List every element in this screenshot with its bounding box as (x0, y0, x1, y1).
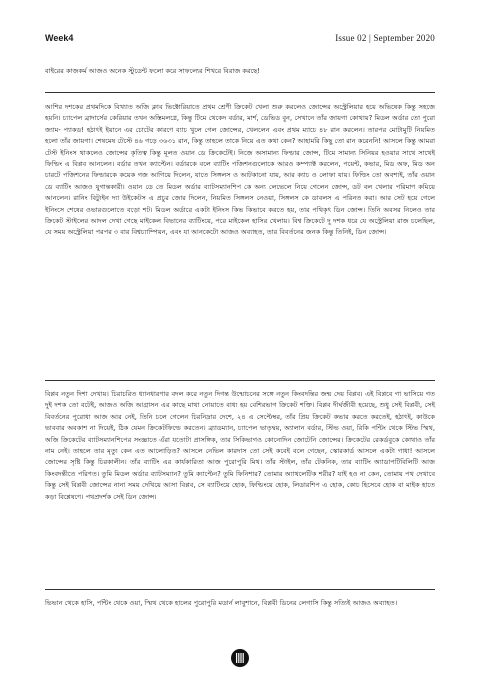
issue-date-label: Issue 02 | September 2020 (335, 33, 435, 43)
divider (45, 589, 435, 590)
article-paragraph-1: আশির দশকের প্রথমদিকে বিখ্যাত অজি ক্লাব ভিক্টোরিয়াতে প্রথম শ্রেণী ক্রিকেট খেলা শুরু করলেও জোন্সের অস্ট্রেলিয়ার হয়ে অভিষেক কিন্তু সহজে হয়নি। চ্যাপেল ব্রাদার্সের কেরিয়ার তখন অস্তিমলগ্নে, কিন্তু টিমে থেকেদ বর্ডার, মার্শ, ডেভিড বুন, সেখানে তাঁর জায়গা কোথায়? মিডল অর্ডার তো পুরো জ্যাম- প্যাকড! হঠাৎই ইয়ানে এর চোটের কারণে ব্যাচ খুলে গেল জোন্সের, খেললেন এবং প্রথম ম্যাচে ৪৮ রান করলেন। তারপর মোটামুটি নিয়মিত হলো তাঁর জায়গা। শেষমেষ টেস্টে ৪৬ গড়ে ৩৬৩১ রান, কিন্তু তাহলে তাকে নিয়ে এত কথা কেন? আহামরি কিছু তো রান করেননি! আসলে কিন্তু আমরা টেস্ট ইনিংস থাকলেও জোন্সের কৃতিত্ব কিন্তু মূলত ওয়ান ডে ক্রিকেটেই। নিজে অসামান্য ফিল্ডার জোন্স, টিমে সামান্য সিনিয়র হওয়ার সাথে সাথেই ফিল্ডিং এ বিপ্লব আনলেন। বর্ডার তখন ক্যাপ্টেন। বর্ডারকে বলে ব্যাটিং পজিশনগুলোকে আরও কম্প্যাক্ট করলেন, পয়েন্ট, কভার, মিড অফ, মিড অন চারটে পজিশনের ফিল্ডারকে কয়েক গজ আগিয়ে দিলেন, যাতে সিঙ্গলস ও আটকানো যায়, আর ক্যাচ ও লোফা যায়। ফিল্ডিং তো অবশ্যই, তাঁর ওয়ান ডে ব্যাটিং আজও যুগান্তকারী। ওয়ান ডে তে মিডল অর্ডার ব্যাটসম্যানশিপ কে অন্য লেভেলে নিয়ে গেলেন জোন্স, ডট বল খেলার পরিমাণ কমিয়ে আনলেন। রানিং বিট্যুইন দ্যা উইকেটস এ প্রচুর জোর দিলেন, নিয়মিত সিঙ্গলস নেওয়া, সিঙ্গলস কে ডাবলস এ পরিনত করা। আর সেট হয়ে গেলে ইনিংসে শেষের ওভারগুলোতে বড়ো শট। মিডল অর্ডারে একটা ইনিংস কিভ কিভাবে করতে হয়, তার পথিকৃৎ ডিন জোন্স। তিনি অবসর নিলেও তার ক্রিকেট স্টাইলের আদল দেখা গেছে মাইকেল বিভানের ব্যাটিংয়ে, পরে মাইকেল হাসির খেলায়। বিশ্ব ক্রিকেটে দু দশক ধরে যে অস্ট্রেলিয়া রাজ চলেছিল, যে সময় অস্ট্রেলিয়া পরপর ৩ বার বিশ্বচ্যাম্পিয়ন, এবং যা আনকেটো আজও অব্যাহত, তার বিবর্তনের জনক কিন্তু তিনিই, ডিন জোন্স। (45, 103, 435, 237)
publisher-logo-icon (231, 649, 249, 667)
divider (45, 92, 435, 93)
lead-paragraph: বাইরের কাজকর্ম আজও অনেক স্টুডেন্ট ফলো করে সাফল্যের শিখরে বিরাজ করছে! (45, 67, 260, 75)
divider (45, 380, 435, 381)
article-paragraph-2: বিপ্লব নতুন দিশা দেখায়। চিরাচরিত ধ্যানধারণার বদল করে নতুন দিগন্ত উন্মোচনের সঙ্গে নতুন কিংবদন্তির জন্ম দেয় বিপ্লব। এই বিপ্লবে গা ভাসিয়ে গত দুই দশক তো বটেই, আজও অজি আগ্রাসন এর কাছে মাথা নোয়াতে বাধ্য হয় বেশিরভাগ ক্রিকেট শক্তি। বিপ্লব দীর্ঘজীবী হয়েছে, শুধু সেই বিপ্লবী, সেই বিবর্তনের পুরোধা আজ আর নেই, তিনি চলে গেলেন চিরনিদ্রার দেশে, ২৪ এ সেপ্টেম্বর, তাঁর প্রিয় ক্রিকেট কভার করতে করতেই, হঠাৎই, কাউকে ভাববার অবকাশ না দিয়েই, ঠিক যেমন ক্রিকেটফিল্ডে করতেন। ব্র্যাডম্যান, চ্যাপেল ভাতৃদ্বয়, অ্যালান বর্ডার, স্টিভ ওয়া, রিকি পন্টিং থেকে স্টিভ স্মিথ, অজি ক্রিকেটের ব্যাটসম্যানশিপের সংজ্ঞাতে এঁরা যতোটা প্রাসঙ্গিক, তার সিকিভাগও কোনোদিন জোটেনি জোন্সের। ক্রিকেটের রেকর্ডবুকে কোথাও তাঁর নাম নেই। তাহলে তার মৃত্যু কেন এত আলোড়িত? আসলে নেভিল কারদাস তো সেই কবেই বলে গেছেন, স্কোরকার্ড আসলে একটা গাধা! আসলে জোন্সের সৃষ্টি কিন্তু চিরকালীন। তাঁর ব্যাটিং এর কার্যকারিতা আজ পুরোপুরি মিথ। তাঁর স্টাইল, তাঁর টেকনিক, তার ব্যাটিং অ্যাডাপটিবিলিটি আজ কিংবদন্তীতে পরিণত। তুমি মিডল অর্ডার ব্যাটসম্যান? তুমি ক্যাপ্টেন? তুমি ফিনিশার? তোমার অ্যাথলেটিক শরীর? যাই হও না কেন, তোমায় পথ দেখাবে কিন্তু সেই বিপ্লবী জোন্সের নানা সময় দেখিয়ে আসা বিপ্লব, সে ব্যাটিংয়ে হোক, ফিল্ডিংয়ে হোক, লিডারশিপ এ হোক, কোচ হিসেবে হোক বা মাইক হাতে কড়া বিশ্লেষণে। পথপ্রদর্শক সেই ডিন জোন্স। (45, 390, 435, 501)
article-paragraph-3: ভিভান থেকে হাসি, পন্টিং থেকে ওয়া, স্মিথ থেকে হালের পুরোপুরি মডার্ন লাবুশানে, বিপ্লবী ডিনের লেগাসি কিন্তু সত্যিই আজও অব্যাহত। (45, 599, 398, 607)
issue-week-label: Week4 (45, 33, 74, 43)
